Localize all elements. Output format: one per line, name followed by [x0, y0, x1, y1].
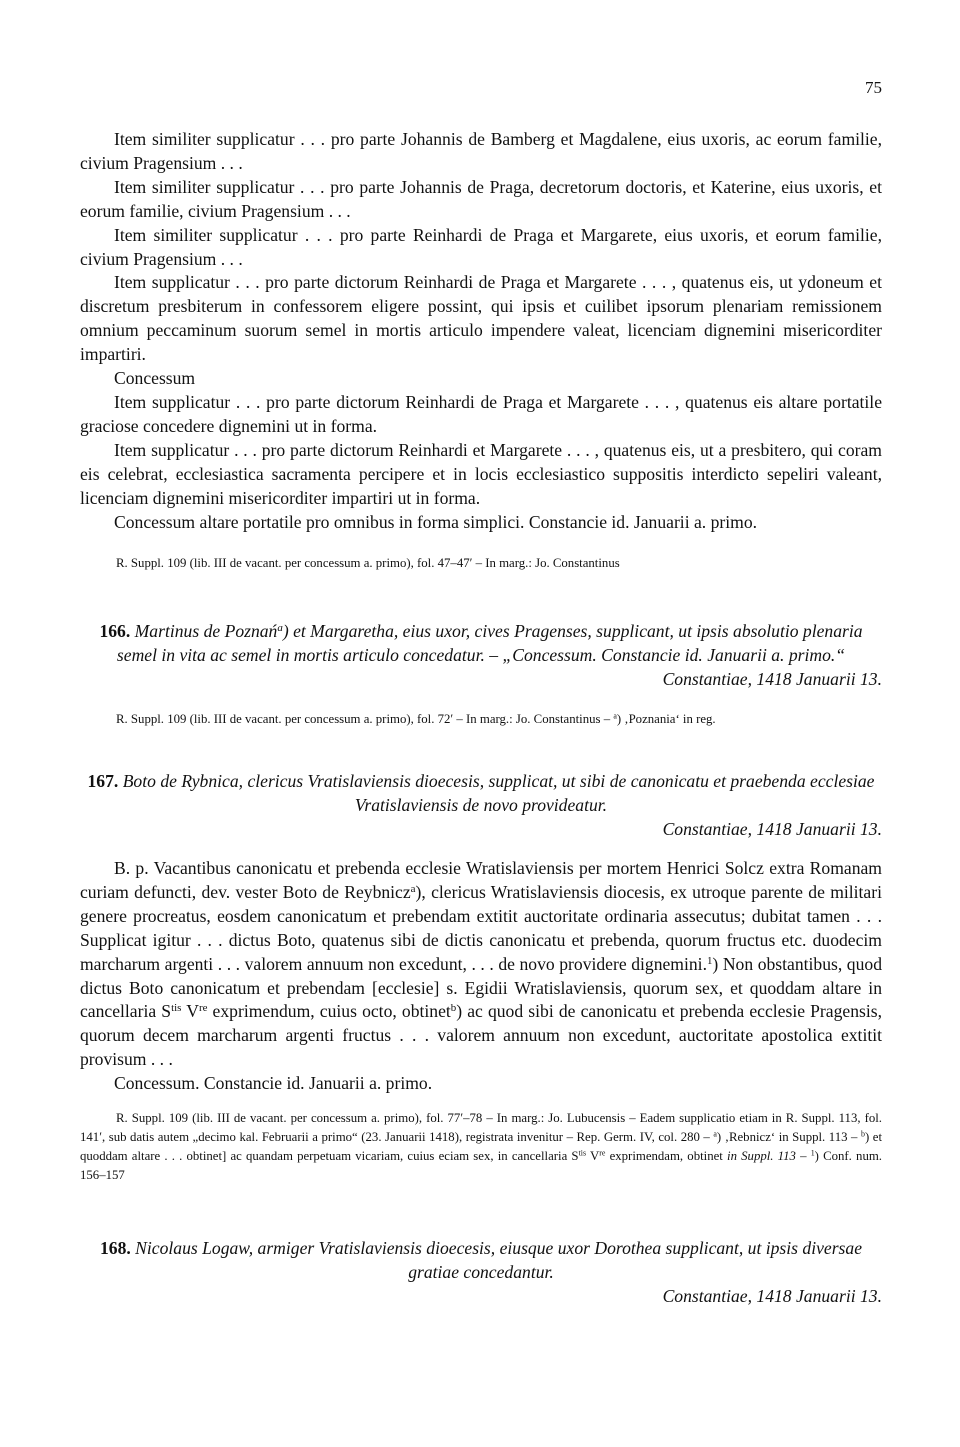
place-date: Constantiae, 1418 Januarii 13.	[662, 818, 882, 839]
place-date: Constantiae, 1418 Januarii 13.	[662, 1285, 882, 1306]
source-line: R. Suppl. 109 (lib. III de vacant. per concessum a. primo), fol. 72′ – In marg.: Jo. Constantinus – $^a$) ‚Poznania‘ in reg.	[116, 711, 716, 726]
paragraph: Item similiter supplicatur . . . pro parte Johannis de Bamberg et Magdalene, eius uxoris, ac eorum familie, civium Pragensium . . .	[80, 129, 882, 173]
paragraph: Item similiter supplicatur . . . pro parte Johannis de Praga, decretorum doctoris, et Katerine, eius uxoris, et eorum familie, civium Pragensium . . .	[80, 176, 882, 221]
source-line: R. Suppl. 109 (lib. III de vacant. per concessum a. primo), fol. 77′–78 – In marg.: Jo. Lubucensis – Eadem supplicatio etiam in R. Suppl. 113, fol. 141′, sub datis autem „decimo kal. Februarii a primo“ (23. Januarii 1418), registrata invenitur – Rep. Germ. IV, col. 280 – $^a$) ‚Rebnicz‘ in Suppl. 113 – $^b$) et quoddam altare . . . obtinet] ac quandam perpetuam vicariam, cuius eciam sex, in cancellaria $S^{tis}$ Vre exprimendam, obtinet in Suppl. 113 – $^1$) Conf. num. 156–157	[80, 1111, 883, 1182]
place-date: Constantiae, 1418 Januarii 13.	[662, 668, 882, 689]
entry-167-source	[80, 1109, 882, 1185]
paragraph: Concessum	[114, 368, 196, 389]
regest-text: 168. Nicolaus Logaw, armiger Vratislaviensis dioecesis, eiusque uxor Dorothea supplicant, ut ipsis diversae gratiae concedantur.	[99, 1238, 863, 1282]
paragraph: Concessum altare portatile pro omnibus in forma simplici. Constancie id. Januarii a. primo.	[114, 511, 758, 532]
regest-text: 166. Martinus de Poznań$^a$) et Margaretha, eius uxor, cives Pragenses, supplicant, ut ipsis absolutio plenaria semel in vita ac semel in mortis articulo concedatur. – „Concessum. Constancie id. Januarii a. primo.“	[99, 621, 863, 665]
entry-167-regest	[80, 770, 882, 842]
intro-section	[80, 128, 882, 534]
concessum-line: Concessum. Constancie id. Januarii a. primo.	[114, 1073, 433, 1094]
paragraph: Item similiter supplicatur . . . pro parte Reinhardi de Praga et Margarete, eius uxoris, et eorum familie, civium Pragensium . . .	[80, 224, 882, 269]
entry-167-text	[80, 857, 882, 1096]
entry-number: 168.	[99, 1238, 131, 1258]
supplication-text: B. p. Vacantibus canonicatu et prebenda ecclesie Wratislaviensis per mortem Henrici Solcz extra Romanam curiam defuncti, dev. vester Boto de Reybnicz$^a$), clericus Wratislaviensis diocesis, ex utroque parente de militari genere procreatus, eosdem canonicatum et prebendam extitit auctoritate ordinaria assecutus; dubitat tamen . . . Supplicat igitur . . . dictus Boto, quatenus sibi de dictis canonicatu et prebenda, quorum fructus etc. duodecim marcharum argenti . . . valorem annuum non excedunt, . . . de novo providere dignemini.$^1$) Non obstantibus, quod dictus Boto canonicatum et prebendam [ecclesie] s. Egidii Wratislaviensis, quorum sex, et quoddam altare in cancellaria $S^{tis}$ Vre exprimendum, cuius octo, obtinet$^b$) ac quod sibi de canonicatu et prebenda ecclesie Pragensis, quorum decem marcharum argenti fructus . . . valorem annuum non excedunt, auctoritate apostolica extitit provisum . . .	[80, 858, 882, 1070]
paragraph: Item supplicatur . . . pro parte dictorum Reinhardi de Praga et Margarete . . . , quatenus eis altare portatile graciose concedere dignemini ut in forma.	[80, 391, 882, 436]
source-line: R. Suppl. 109 (lib. III de vacant. per concessum a. primo), fol. 47–47′ – In marg.: Jo. Constantinus	[116, 556, 620, 570]
source-note	[80, 554, 882, 573]
entry-number: 166.	[99, 621, 131, 641]
paragraph: Item supplicatur . . . pro parte dictorum Reinhardi et Margarete . . . , quatenus eis, ut a presbitero, qui coram eis celebrat, ecclesiastica sacramenta percipere et in locis ecclesiastico suppositis interdicto sepeliri valeant, licenciam dignemini misericorditer impartiri ut in forma.	[80, 439, 882, 508]
entry-166-regest	[80, 620, 882, 692]
regest-text: 167. Boto de Rybnica, clericus Vratislaviensis dioecesis, supplicat, ut sibi de canonicatu et praebenda ecclesiae Vratislaviensis de novo provideatur.	[87, 771, 875, 815]
entry-168-regest	[80, 1237, 882, 1309]
entry-number: 167.	[87, 771, 119, 791]
entry-166-source	[80, 710, 882, 729]
page-number: 75	[865, 78, 882, 97]
paragraph: Item supplicatur . . . pro parte dictorum Reinhardi de Praga et Margarete . . . , quatenus eis, ut ydoneum et discretum presbiterum in confessorem eligere possint, qui ipsis et cuilibet ipsorum plenariam remissionem omnium peccaminum suorum semel in mortis articulo impendere valeat, licenciam dignemini misericorditer impartiri.	[80, 272, 882, 365]
